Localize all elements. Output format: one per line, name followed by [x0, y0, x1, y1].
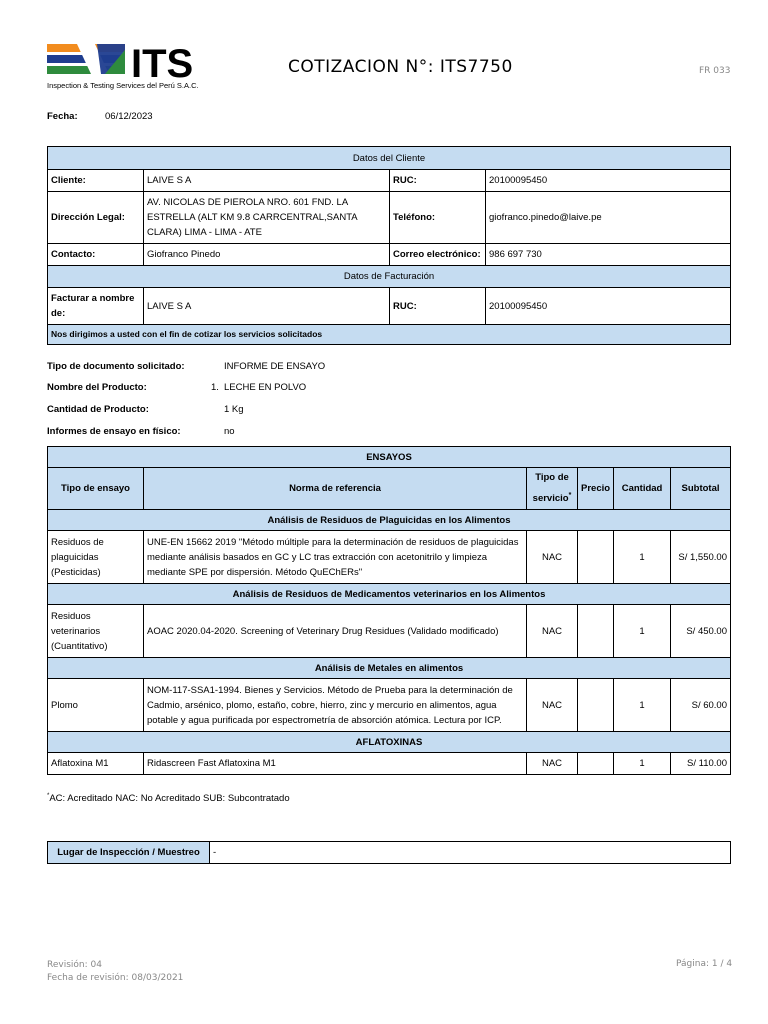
servicio-cell: NAC — [527, 605, 578, 658]
cliente-value: LAIVE S A — [144, 170, 390, 192]
fecha-value: 06/12/2023 — [105, 111, 153, 122]
table-row — [48, 531, 731, 584]
facturar-value: LAIVE S A — [144, 288, 390, 325]
cantidad-label: Cantidad de Producto: — [47, 404, 149, 415]
ruc2-value: 20100095450 — [486, 288, 731, 325]
revision-info — [47, 959, 183, 985]
col-tipo-ensayo: Tipo de ensayo — [48, 468, 144, 510]
company-name: Inspection & Testing Services del Perú S.A.C. — [47, 81, 199, 90]
tipo-ensayo-cell: Residuos de plaguicidas (Pesticidas) — [48, 531, 144, 584]
group-title: AFLATOXINAS — [48, 732, 731, 753]
subtotal-cell: S/ 1,550.00 — [671, 531, 731, 584]
subtotal-cell: S/ 110.00 — [671, 753, 731, 775]
table-row — [48, 679, 731, 732]
producto-label: Nombre del Producto: — [47, 382, 147, 393]
cotizacion-note: Nos dirigimos a usted con el fin de cotizar los servicios solicitados — [48, 325, 731, 345]
servicio-cell: NAC — [527, 753, 578, 775]
correo-value: 986 697 730 — [486, 244, 731, 266]
norma-cell: Ridascreen Fast Aflatoxina M1 — [144, 753, 527, 775]
tipo-ensayo-cell: Residuos veterinarios (Cuantitativo) — [48, 605, 144, 658]
lugar-inspeccion-table — [47, 841, 731, 864]
revision-date: Fecha de revisión: 08/03/2021 — [47, 973, 184, 983]
ensayos-table — [47, 446, 731, 775]
contacto-label: Contacto: — [48, 244, 144, 266]
direccion-value: AV. NICOLAS DE PIEROLA NRO. 601 FND. LA ESTRELLA (ALT KM 9.8 CARRCENTRAL,SANTA CLARA) LIMA - LIMA - ATE — [144, 192, 390, 244]
tipo-doc-value: INFORME DE ENSAYO — [224, 361, 326, 372]
ruc-label: RUC: — [390, 170, 486, 192]
group-title: Análisis de Residuos de Plaguicidas en los Alimentos — [48, 510, 731, 531]
tipo-doc-label: Tipo de documento solicitado: — [47, 361, 185, 372]
precio-cell — [578, 679, 614, 732]
contacto-value: Giofranco Pinedo — [144, 244, 390, 266]
cantidad-value: 1 Kg — [224, 404, 244, 415]
fecha-label: Fecha: — [47, 111, 78, 122]
telefono-label: Teléfono: — [390, 192, 486, 244]
lugar-value: - — [210, 842, 731, 864]
cantidad-cell: 1 — [614, 679, 671, 732]
facturar-label: Facturar a nombre de: — [48, 288, 144, 325]
servicio-cell: NAC — [527, 679, 578, 732]
tipo-ensayo-cell: Aflatoxina M1 — [48, 753, 144, 775]
subtotal-cell: S/ 450.00 — [671, 605, 731, 658]
precio-cell — [578, 753, 614, 775]
page-number: Página: 1 / 4 — [676, 959, 733, 969]
revision-number: Revisión: 04 — [47, 960, 102, 970]
col-precio: Precio — [578, 468, 614, 510]
producto-value: LECHE EN POLVO — [224, 382, 307, 393]
ruc-value: 20100095450 — [486, 170, 731, 192]
cantidad-cell: 1 — [614, 605, 671, 658]
fisico-value: no — [224, 426, 235, 437]
norma-cell: AOAC 2020.04-2020. Screening of Veterinary Drug Residues (Validado modificado) — [144, 605, 527, 658]
client-data-table — [47, 146, 731, 345]
direccion-label: Dirección Legal: — [48, 192, 144, 244]
producto-number: 1. — [211, 382, 219, 393]
facturacion-section-title: Datos de Facturación — [48, 266, 731, 288]
precio-cell — [578, 531, 614, 584]
fisico-label: Informes de ensayo en físico: — [47, 426, 181, 437]
cliente-label: Cliente: — [48, 170, 144, 192]
table-row — [48, 605, 731, 658]
telefono-value: giofranco.pinedo@laive.pe — [486, 192, 731, 244]
lugar-label: Lugar de Inspección / Muestreo — [48, 842, 210, 864]
col-tipo-servicio: Tipo de servicio* — [527, 468, 578, 510]
col-cantidad: Cantidad — [614, 468, 671, 510]
precio-cell — [578, 605, 614, 658]
group-title: Análisis de Residuos de Medicamentos veterinarios en los Alimentos — [48, 584, 731, 605]
servicio-cell: NAC — [527, 531, 578, 584]
norma-cell: UNE-EN 15662 2019 "Método múltiple para la determinación de residuos de plaguicidas mediante análisis basados en GC y LC tras extracción con acetonitrilo y limpieza mediante SPE por dispersión. Método QuEChERs" — [144, 531, 527, 584]
client-section-title: Datos del Cliente — [48, 147, 731, 170]
document-title: COTIZACION N°: ITS7750 — [288, 57, 513, 77]
cantidad-cell: 1 — [614, 531, 671, 584]
service-type-legend: *AC: Acreditado NAC: No Acreditado SUB: Subcontratado — [47, 793, 290, 805]
logo-text: ITS — [131, 44, 194, 86]
table-row — [48, 753, 731, 775]
norma-cell: NOM-117-SSA1-1994. Bienes y Servicios. Método de Prueba para la determinación de Cadmio, arsénico, plomo, estaño, cobre, hierro, zinc y mercurio en alimentos, agua potable y agua purificada por espectrometría de absorción atómica. Lectura por ICP. — [144, 679, 527, 732]
group-title: Análisis de Metales en alimentos — [48, 658, 731, 679]
ruc2-label: RUC: — [390, 288, 486, 325]
tipo-ensayo-cell: Plomo — [48, 679, 144, 732]
col-norma: Norma de referencia — [144, 468, 527, 510]
correo-label: Correo electrónico: — [390, 244, 486, 266]
subtotal-cell: S/ 60.00 — [671, 679, 731, 732]
ensayos-title: ENSAYOS — [48, 447, 731, 468]
form-code: FR 033 — [699, 66, 731, 76]
cantidad-cell: 1 — [614, 753, 671, 775]
col-subtotal: Subtotal — [671, 468, 731, 510]
